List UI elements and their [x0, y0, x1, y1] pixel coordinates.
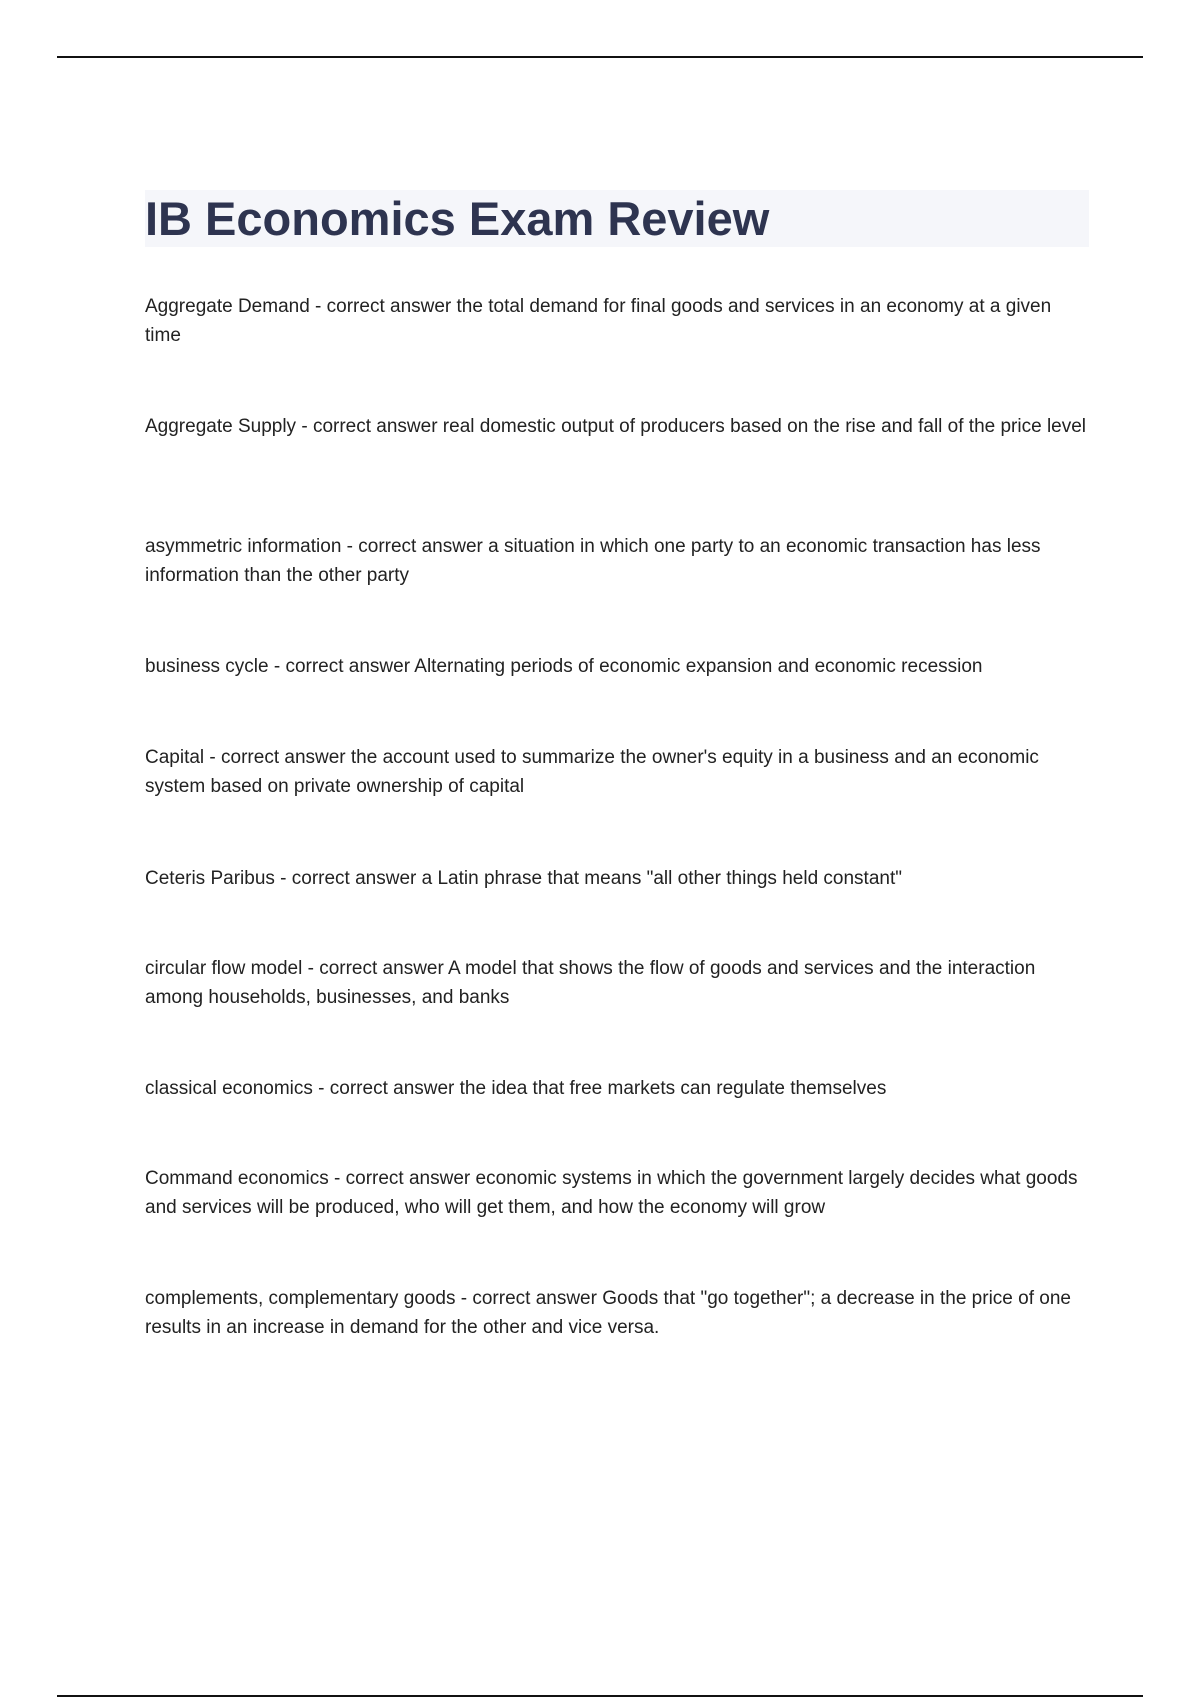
flashcard-entry-business-cycle: business cycle - correct answer Alternating periods of economic expansion and economic recession: [145, 656, 983, 677]
flashcard-entry-capital: Capital - correct answer the account used to summarize the owner's equity in a business and an economic system based on private ownership of capital: [145, 747, 1039, 797]
flashcard-entry-aggregate-demand: Aggregate Demand - correct answer the total demand for final goods and services in an economy at a given time: [145, 296, 1052, 346]
flashcard-entry-classical-economics: classical economics - correct answer the idea that free markets can regulate themselves: [145, 1078, 887, 1099]
page-top-rule: [57, 56, 1143, 58]
flashcard-entry-asymmetric-information: asymmetric information - correct answer a situation in which one party to an economic transaction has less information than the other party: [145, 536, 1041, 586]
title-band: [145, 190, 1089, 247]
flashcard-entry-aggregate-supply: Aggregate Supply - correct answer real domestic output of producers based on the rise and fall of the price level: [145, 416, 1087, 437]
flashcard-entry-command-economics: Command economics - correct answer economic systems in which the government largely decides what goods and services will be produced, who will get them, and how the economy will grow: [145, 1168, 1078, 1218]
page-title: IB Economics Exam Review: [145, 192, 770, 245]
flashcard-entry-complements: complements, complementary goods - correct answer Goods that "go together"; a decrease in the price of one results in an increase in demand for the other and vice versa.: [145, 1288, 1071, 1338]
flashcard-entry-ceteris-paribus: Ceteris Paribus - correct answer a Latin phrase that means "all other things held constant": [145, 868, 902, 889]
page-bottom-rule: [57, 1695, 1143, 1697]
flashcard-entry-circular-flow-model: circular flow model - correct answer A model that shows the flow of goods and services and the interaction among households, businesses, and banks: [145, 958, 1036, 1008]
